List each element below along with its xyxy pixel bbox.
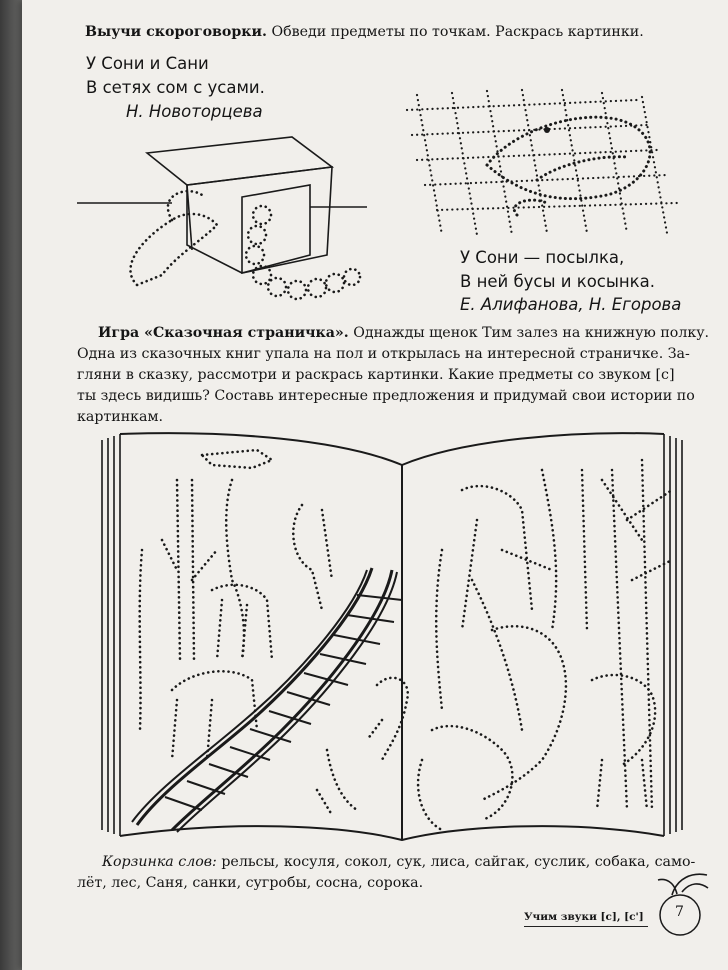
- poem2-author: Е. Алифанова, Н. Егорова: [460, 295, 682, 314]
- game-line1: [98, 323, 709, 344]
- task1-heading: [85, 22, 644, 43]
- words-line2: лёт, лес, Саня, санки, сугробы, сосна, сорока.: [77, 875, 424, 891]
- poem1-line2: В сетях сом с усами.: [86, 78, 265, 97]
- task1-title: Выучи скороговорки.: [85, 24, 267, 40]
- catfish-net-illustration: [397, 85, 697, 240]
- footer-section-title: Учим звуки [с], [с']: [524, 911, 648, 927]
- words-line1-text: рельсы, косуля, сокол, сук, лиса, сайгак, суслик, собака, само-: [221, 854, 696, 870]
- game-line3: гляни в сказку, рассмотри и раскрась картинки. Какие предметы со звуком [с]: [77, 367, 675, 383]
- game-line1-text: Однажды щенок Тим залез на книжную полку.: [353, 325, 710, 341]
- poem1-author: Н. Новоторцева: [126, 102, 263, 121]
- game-line2: Одна из сказочных книг упала на пол и открылась на интересной страничке. За-: [77, 346, 690, 362]
- poem1-line1: У Сони и Сани: [86, 54, 209, 73]
- words-line1: [102, 852, 695, 873]
- workbook-page: [22, 0, 728, 970]
- page-number: 7: [675, 904, 684, 920]
- game-line4: ты здесь видишь? Составь интересные предложения и придумай свои истории по: [77, 388, 695, 404]
- game-line5: картинкам.: [77, 409, 164, 425]
- open-book-illustration: [82, 430, 722, 845]
- task1-instruction: Обведи предметы по точкам. Раскрась картинки.: [271, 24, 644, 40]
- book-spine-edge: [0, 0, 22, 970]
- words-label: Корзинка слов:: [102, 854, 217, 870]
- poem2-line1: У Сони — посылка,: [460, 248, 625, 267]
- game-title: Игра «Сказочная страничка».: [98, 325, 349, 341]
- poem2-line2: В ней бусы и косынка.: [460, 272, 655, 291]
- parcel-illustration: [77, 125, 377, 310]
